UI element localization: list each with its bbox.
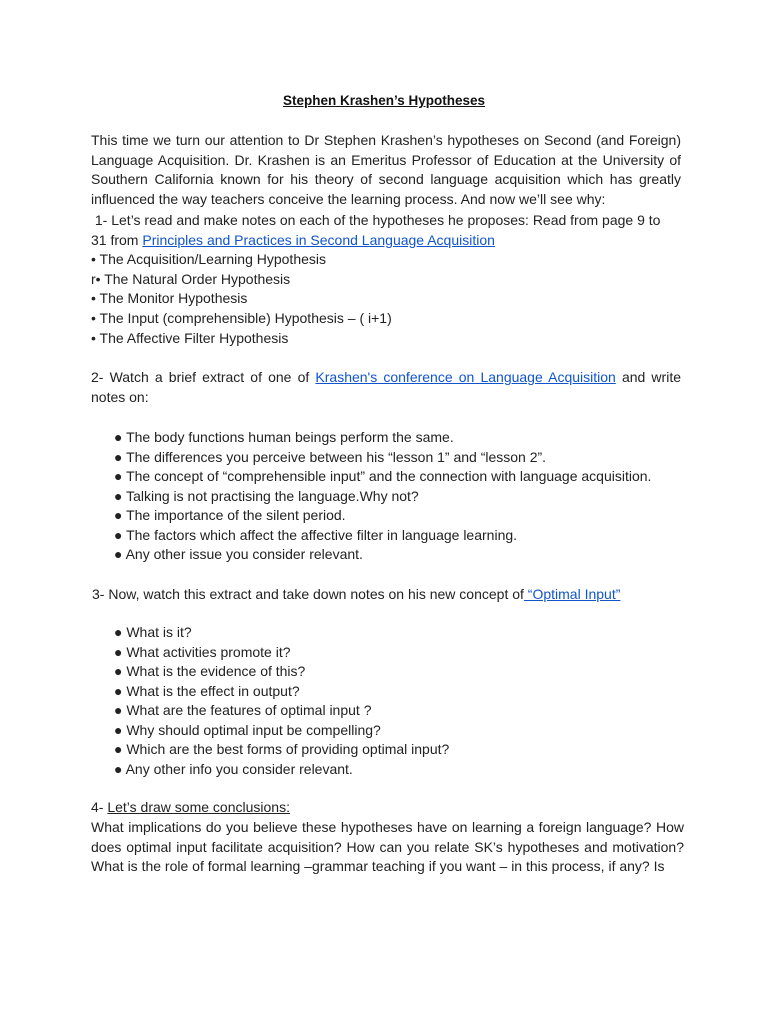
task1-line2	[91, 231, 691, 251]
task3-intro	[92, 585, 682, 605]
list-item: ● What is it?	[114, 624, 192, 640]
principles-practices-link[interactable]: Principles and Practices in Second Language Acquisition	[142, 231, 495, 248]
list-item: ● What activities promote it?	[114, 643, 291, 660]
hypothesis-item: • The Monitor Hypothesis	[91, 290, 248, 307]
task2-intro	[91, 368, 681, 407]
list-item: ● What are the features of optimal input ?	[114, 702, 372, 718]
list-item: ● What is the evidence of this?	[114, 663, 306, 679]
hypothesis-item: • The Input (comprehensible) Hypothesis – ( i+1)	[91, 309, 392, 326]
list-item: ● Why should optimal input be compelling?	[114, 721, 381, 738]
list-item: ● The concept of “comprehensible input” and the connection with language acquisition.	[114, 468, 652, 484]
task3-prefix: 3- Now, watch this extract and take down notes on his new concept of	[92, 586, 524, 602]
task4-heading-line	[91, 798, 681, 818]
list-item: ● Which are the best forms of providing optimal input?	[114, 741, 450, 757]
list-item: ● The body functions human beings perform the same.	[114, 429, 454, 445]
task2-list	[114, 428, 694, 565]
task1-block	[91, 211, 691, 348]
list-item: ● Talking is not practising the language.Why not?	[114, 487, 419, 504]
task3-list	[114, 623, 694, 779]
list-item: ● The importance of the silent period.	[114, 507, 346, 523]
list-item: ● The factors which affect the affective filter in language learning.	[114, 526, 518, 543]
task2-suffix: and write notes on:	[91, 369, 681, 405]
task4-heading: Let’s draw some conclusions:	[107, 799, 290, 815]
krashen-conference-link[interactable]: Krashen's conference on Language Acquisition	[315, 369, 616, 385]
task1-line1: 1- Let’s read and make notes on each of the hypotheses he proposes: Read from page 9 to	[91, 212, 661, 228]
list-item: ● The differences you perceive between his “lesson 1” and “lesson 2”.	[114, 448, 547, 465]
intro-paragraph: This time we turn our attention to Dr Stephen Krashen’s hypotheses on Second (and Foreign) Language Acquisition. Dr. Krashen is an Emeritus Professor of Education at the University of Southern California known for his theory of second language acquisition which has greatly influenced the way teachers conceive the learning process. And now we’ll see why:	[91, 132, 681, 207]
page-title: Stephen Krashen’s Hypotheses	[282, 93, 486, 108]
list-item: ● Any other issue you consider relevant.	[114, 546, 363, 562]
hypothesis-item: r• The Natural Order Hypothesis	[91, 270, 291, 287]
task4-body: What implications do you believe these hypotheses have on learning a foreign language? How does optimal input facilitate acquisition? How can you relate SK’s hypotheses and motivation? What is the role of formal learning –grammar teaching if you want – in this process, if any? Is	[91, 819, 684, 874]
list-item: ● What is the effect in output?	[114, 682, 300, 699]
task4-prefix: 4-	[91, 799, 108, 815]
hypothesis-item: • The Affective Filter Hypothesis	[91, 329, 289, 346]
list-item: ● Any other info you consider relevant.	[114, 760, 353, 777]
hypothesis-item: • The Acquisition/Learning Hypothesis	[91, 251, 327, 268]
task2-prefix: 2- Watch a brief extract of one of	[91, 369, 316, 385]
task1-line2-prefix: 31 from	[91, 231, 143, 248]
optimal-input-link[interactable]: “Optimal Input”	[523, 586, 621, 602]
